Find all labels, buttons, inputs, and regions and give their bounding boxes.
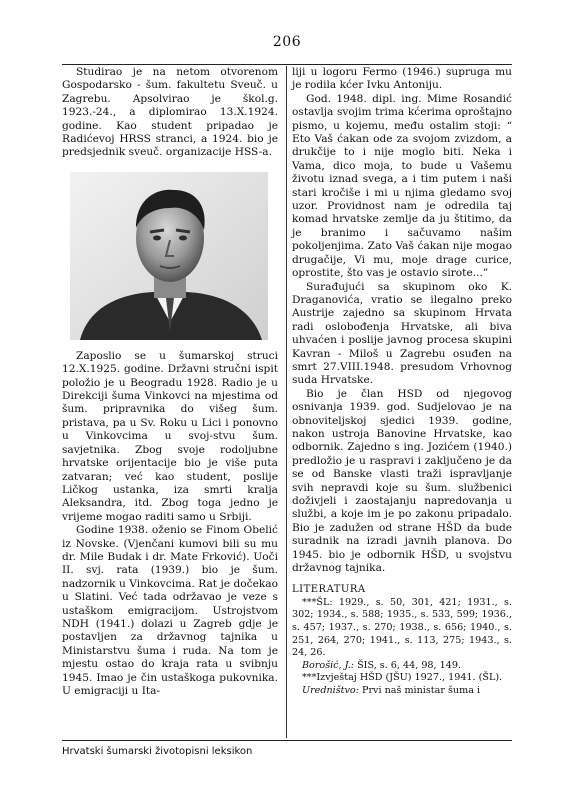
literature-author: Uredništvo: — [302, 685, 359, 696]
biography-paragraph-studies: Studirao je na netom otvorenom Gospodarsko - šum. fakultetu Sveuč. u Zagrebu. Apsolvirao je škol.g. 1923.-24., a diplomirao 13.X.1924. godine. Kao student pripadao je Radićevoj HRSS stranci, a 1924. bio je predsjednik sveuč. organizacije HSS-a. — [62, 66, 278, 159]
literature-entry: ***Izvještaj HŠD (JŠU) 1927., 1941. (ŠL). — [302, 672, 503, 684]
literature-heading: LITERATURA — [292, 584, 366, 596]
biography-paragraph-career: Zaposlio se u šumarskoj struci 12.X.1925. godine. Državni stručni ispit položio je u Beogradu 1928. Radio je u Direkciji šuma Vinkovci na mjestima od šum. pripravnika do višeg šum. pristava, pa u Sv. Roku u Lici i ponovno u Vinkovcima u svoj-stvu šum. savjetnika. Zbog svoje rodoljubne hrvatske orijentacije bio je više puta zatvaran; već kao student, poslije Ličkog ustanka, iza smrti kralja Aleksandra, itd. Zbog toga jedno je vrijeme mogao raditi samo u Srbiji. — [62, 349, 278, 523]
footer-rule — [62, 740, 512, 741]
biography-paragraph-emigration: liji u logoru Fermo (1946.) supruga mu je rodila kćer Ivku Antoniju. — [292, 66, 512, 92]
literature-author: Borošić, J.: — [302, 659, 355, 671]
literature-text: ŠIS, s. 6, 44, 98, 149. — [354, 659, 461, 671]
literature-list — [292, 597, 512, 698]
literature-text: Prvi naš ministar šuma i — [358, 685, 481, 696]
literature-entry — [292, 660, 512, 673]
footer-title: Hrvatski šumarski životopisni leksikon — [62, 746, 253, 757]
literature-entry — [292, 685, 512, 698]
right-column — [292, 66, 512, 698]
biography-paragraph-return: Surađujući sa skupinom oko K. Draganovića, vratio se ilegalno preko Austrije zajedno sa skupinom Hrvata radi oslobođenja Hrvatske, ali biva uhvaćen i poslije javnog procesa skupini Kavran - Miloš u Zagrebu osuđen na smrt 27.VIII.1948. presudom Vrhovnog suda Hrvatske. — [292, 280, 512, 387]
biography-paragraph-letter: God. 1948. dipl. ing. Mime Rosandić ostavlja svojim trima kćerima oproštajno pismo, u kojemu, među ostalim stoji: “ Eto Vaš ćakan ode za svojom zvizdom, a drukčije to i nije moglo biti. Neka i Vama, dico moja, to bude u Vašemu životu iznad svega, a i tim putem i naši stari kročiše i mi u njima gledamo svoj uzor. Providnost nam je odredila taj komad hrvatske zemlje da ju štitimo, da je branimo i sačuvamo našim pokoljenjima. Zato Vaš ćakan nije mogao drugačije, Vi mu, moje drage curice, oprostite, što vas je ostavio sirote...” — [292, 92, 512, 280]
literature-entry: ***ŠL: 1929., s. 50, 301, 421; 1931., s. 302; 1934., s. 588; 1935., s. 533, 599; 1936., s. 457; 1937., s. 270; 1938., s. 656; 1940., s. 251, 264, 270; 1941., s. 113, 275; 1943., s. 24, 26. — [292, 596, 512, 659]
page-number: 206 — [272, 34, 302, 50]
left-column — [62, 66, 278, 698]
header-rule — [62, 64, 512, 65]
biography-paragraph-marriage-war: Godine 1938. oženio se Finom Obelić iz Novske. (Vjenčani kumovi bili su mu dr. Mile Budak i dr. Mate Frković). Uoči II. svj. rata (1939.) bio je šum. nadzornik u Vinkovcima. Rat je dočekao u Slatini. Već tada održavao je veze s ustaškom emigracijom. Ustrojstvom NDH (1941.) dolazi u Zagreb gdje je postavljen za državnog tajnika u Ministarstvu šuma i ruda. Na tom je mjestu ostao do kraja rata u svibnju 1945. Imao je čin ustaškoga pukovnika. U emigraciji u Ita- — [62, 524, 278, 697]
biography-paragraph-hsd: Bio je član HSD od njegovog osnivanja 1939. god. Sudjelovao je na obnoviteljskoj sjedici 1939. godine, nakon ustroja Banovine Hrvatske, kao odbornik. Zajedno s ing. Jozićem (1940.) predložio je u raspravi i zaključeno je da se od Banske vlasti traži ispravljanje svih nepravdi koje su šum. službenici doživjeli i zaostajanju napredovanja u službi, a koje im je po zakonu pripadalo. Bio je zadužen od strane HŠD da bude suradnik na izradi javnih planova. Do 1945. bio je odbornik HŠD, u svojstvu državnog tajnika. — [292, 387, 512, 575]
portrait-photo — [70, 172, 268, 340]
column-divider — [286, 66, 287, 738]
